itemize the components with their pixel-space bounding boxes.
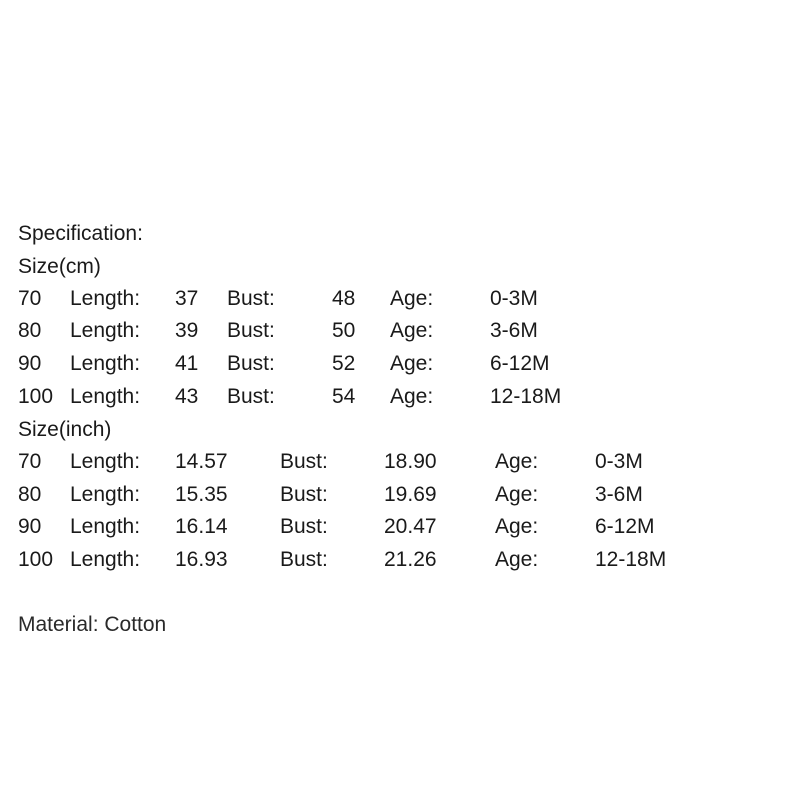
age-value: 12-18M <box>595 548 667 571</box>
length-label: Length: <box>70 548 141 571</box>
size-value: 80 <box>18 319 42 342</box>
length-label: Length: <box>70 287 141 310</box>
age-label: Age: <box>495 548 539 571</box>
age-label: Age: <box>495 483 539 506</box>
size-value: 100 <box>18 385 54 408</box>
spec-heading: Specification: <box>18 222 143 245</box>
bust-label: Bust: <box>280 450 328 473</box>
size-value: 100 <box>18 548 54 571</box>
age-label: Age: <box>495 450 539 473</box>
length-label: Length: <box>70 352 141 375</box>
size-value: 70 <box>18 287 42 310</box>
bust-value: 52 <box>332 352 356 375</box>
size-value: 80 <box>18 483 42 506</box>
age-value: 0-3M <box>595 450 643 473</box>
bust-value: 50 <box>332 319 356 342</box>
bust-label: Bust: <box>227 287 275 310</box>
length-value: 43 <box>175 385 199 408</box>
length-value: 41 <box>175 352 199 375</box>
length-label: Length: <box>70 515 141 538</box>
bust-label: Bust: <box>227 385 275 408</box>
age-value: 3-6M <box>595 483 643 506</box>
bust-label: Bust: <box>280 515 328 538</box>
age-label: Age: <box>390 352 434 375</box>
length-value: 37 <box>175 287 199 310</box>
bust-value: 21.26 <box>384 548 437 571</box>
age-value: 0-3M <box>490 287 538 310</box>
age-value: 6-12M <box>490 352 550 375</box>
bust-label: Bust: <box>280 548 328 571</box>
length-value: 16.14 <box>175 515 228 538</box>
age-value: 12-18M <box>490 385 562 408</box>
size-inch-title: Size(inch) <box>18 418 112 441</box>
length-label: Length: <box>70 385 141 408</box>
length-value: 39 <box>175 319 199 342</box>
bust-label: Bust: <box>227 319 275 342</box>
size-value: 90 <box>18 515 42 538</box>
length-label: Length: <box>70 319 141 342</box>
bust-value: 20.47 <box>384 515 437 538</box>
bust-value: 48 <box>332 287 356 310</box>
age-label: Age: <box>390 319 434 342</box>
length-label: Length: <box>70 483 141 506</box>
length-label: Length: <box>70 450 141 473</box>
size-value: 90 <box>18 352 42 375</box>
age-label: Age: <box>390 385 434 408</box>
cropped-text-line <box>18 607 178 636</box>
bust-label: Bust: <box>280 483 328 506</box>
size-cm-title: Size(cm) <box>18 255 101 278</box>
age-value: 3-6M <box>490 319 538 342</box>
age-label: Age: <box>495 515 539 538</box>
size-value: 70 <box>18 450 42 473</box>
bust-value: 19.69 <box>384 483 437 506</box>
bust-value: 18.90 <box>384 450 437 473</box>
bust-value: 54 <box>332 385 356 408</box>
age-label: Age: <box>390 287 434 310</box>
length-value: 16.93 <box>175 548 228 571</box>
cropped-text: Material: Cotton <box>18 613 167 636</box>
bust-label: Bust: <box>227 352 275 375</box>
length-value: 14.57 <box>175 450 228 473</box>
age-value: 6-12M <box>595 515 655 538</box>
length-value: 15.35 <box>175 483 228 506</box>
